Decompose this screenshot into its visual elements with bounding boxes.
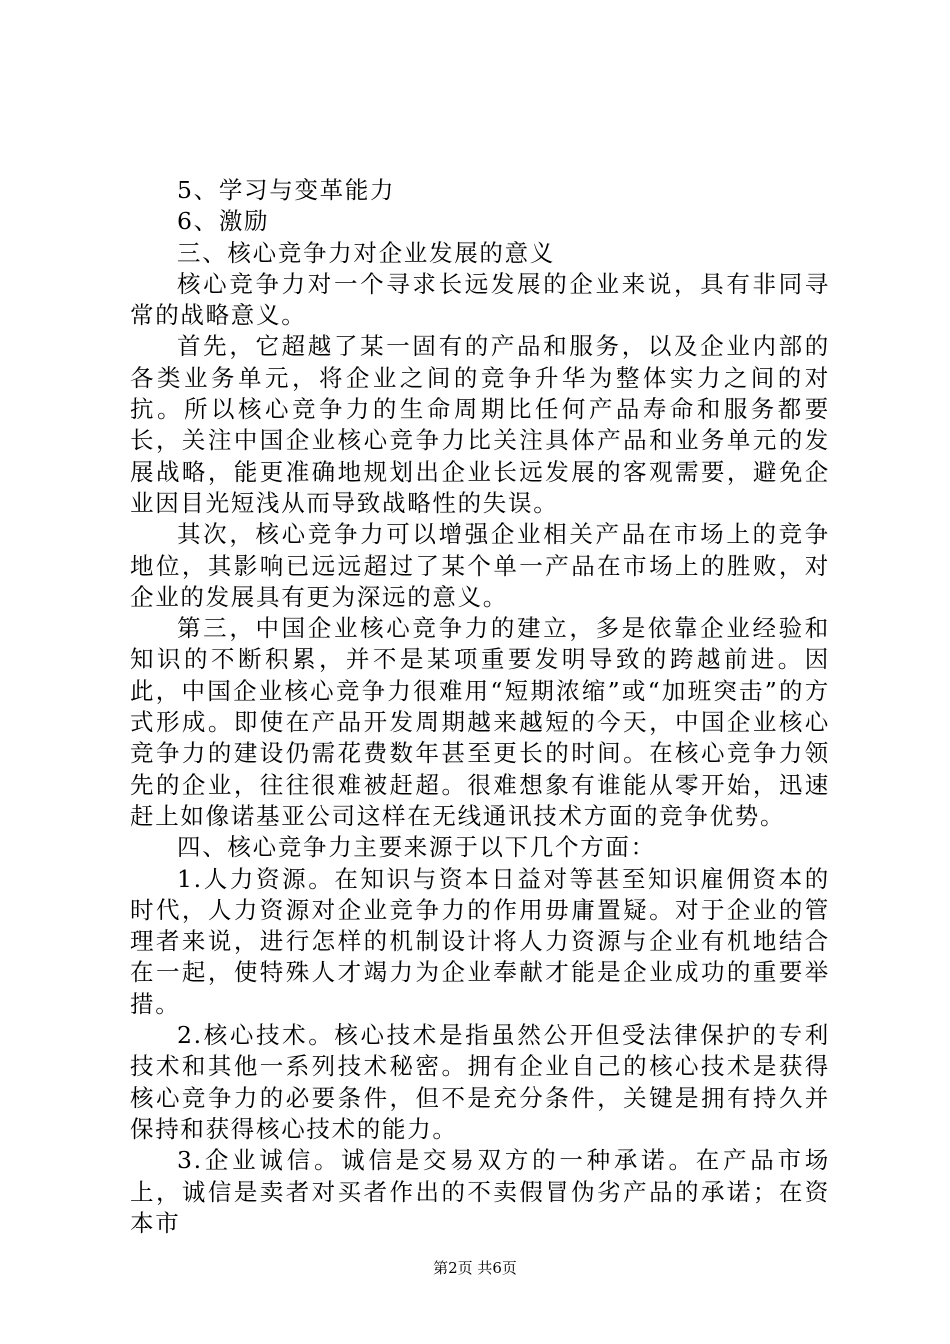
paragraph: 核心竞争力对一个寻求长远发展的企业来说，具有非同寻常的战略意义。	[130, 269, 830, 330]
paragraph: 5、学习与变革能力	[177, 176, 396, 204]
paragraph: 第三，中国企业核心竞争力的建立，多是依靠企业经验和知识的不断积累，并不是某项重要发明导致的跨越前进。因此，中国企业核心竞争力很难用“短期浓缩”或“加班突击”的方式形成。即使在产品开发周期越来越短的今天，中国企业核心竞争力的建设仍需花费数年甚至更长的时间。在核心竞争力领先的企业，往往很难被赶超。很难想象有谁能从零开始，迅速赶上如像诺基亚公司这样在无线通讯技术方面的竞争优势。	[130, 614, 830, 830]
paragraph: 3.企业诚信。诚信是交易双方的一种承诺。在产品市场上，诚信是卖者对买者作出的不卖假冒伪劣产品的承诺；在资本市	[130, 1146, 830, 1237]
paragraph: 首先，它超越了某一固有的产品和服务，以及企业内部的各类业务单元，将企业之间的竞争升华为整体实力之间的对抗。所以核心竞争力的生命周期比任何产品寿命和服务都要长，关注中国企业核心竞争力比关注具体产品和业务单元的发展战略，能更准确地规划出企业长远发展的客观需要，避免企业因目光短浅从而导致战略性的失误。	[130, 332, 830, 517]
paragraph: 2.核心技术。核心技术是指虽然公开但受法律保护的专利技术和其他一系列技术秘密。拥有企业自己的核心技术是获得核心竞争力的必要条件，但不是充分条件，关键是拥有持久并保持和获得核心技术的能力。	[130, 1021, 830, 1143]
page-footer: 第2页 共6页	[433, 1259, 517, 1277]
section-heading: 三、核心竞争力对企业发展的意义	[177, 238, 555, 267]
paragraph: 1.人力资源。在知识与资本日益对等甚至知识雇佣资本的时代，人力资源对企业竞争力的作用毋庸置疑。对于企业的管理者来说，进行怎样的机制设计将人力资源与企业有机地结合在一起，使特殊人才竭力为企业奉献才能是企业成功的重要举措。	[130, 864, 830, 1018]
section-heading: 四、核心竞争力主要来源于以下几个方面：	[177, 833, 656, 862]
paragraph: 其次，核心竞争力可以增强企业相关产品在市场上的竞争地位，其影响已远远超过了某个单一产品在市场上的胜败，对企业的发展具有更为深远的意义。	[130, 520, 830, 611]
paragraph: 6、激励	[177, 207, 270, 236]
document-body	[130, 175, 830, 1239]
